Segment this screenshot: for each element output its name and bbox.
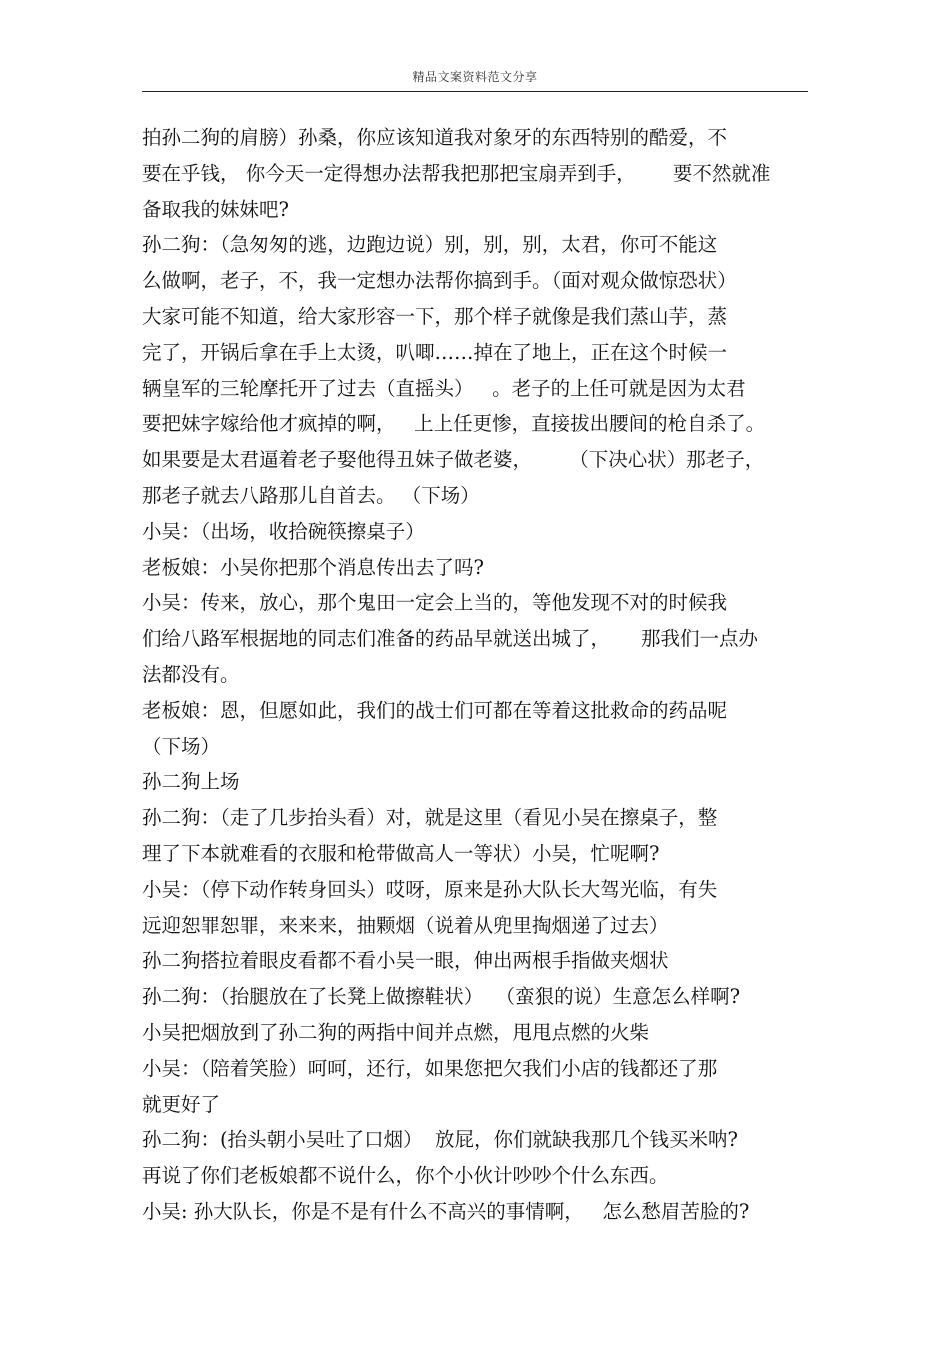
text-line: （下场） xyxy=(142,734,221,758)
text-line: 那老子就去八路那儿自首去。 （下场） xyxy=(142,483,480,507)
text-line: 理了下本就难看的衣服和枪带做高人一等状）小吴，忙呢啊? xyxy=(142,841,660,865)
text-line: 老板娘：小吴你把那个消息传出去了吗? xyxy=(142,555,484,579)
page-header: 精品文案资料范文分享 xyxy=(412,70,538,84)
text-line: 辆皇军的三轮摩托开了过去（直摇头） 。老子的上任可就是因为太君 xyxy=(142,376,746,400)
text-line: 要在乎钱， 你今天一定得想办法帮我把那把宝扇弄到手， 要不然就准 xyxy=(142,161,771,185)
text-line: 远迎恕罪恕罪，来来来，抽颗烟（说着从兜里掏烟递了过去） xyxy=(142,913,669,937)
text-line: 再说了你们老板娘都不说什么，你个小伙计吵吵个什么东西。 xyxy=(142,1164,669,1188)
text-line: 小吴：（陪着笑脸）呵呵，还行，如果您把欠我们小店的钱都还了那 xyxy=(142,1056,718,1080)
text-line: 孙二狗：(抬头朝小吴吐了口烟） 放屁，你们就缺我那几个钱买米呐? xyxy=(142,1128,738,1152)
text-line: 老板娘：恩，但愿如此，我们的战士们可都在等着这批救命的药品呢 xyxy=(142,698,728,722)
text-line: 孙二狗：（急匆匆的逃，边跑边说）别，别，别，太君，你可不能这 xyxy=(142,233,718,257)
text-line: 如果要是太君逼着老子娶他得丑妹子做老婆， （下决心状）那老子， xyxy=(142,448,765,472)
text-line: 就更好了 xyxy=(142,1092,221,1116)
text-line: 要把妹字嫁给他才疯掉的啊， 上上任更惨，直接拔出腰间的枪自杀了。 xyxy=(142,412,766,436)
text-line: 么做啊，老子，不，我一定想办法帮你搞到手。（面对观众做惊恐状） xyxy=(142,269,737,293)
text-line: 备取我的妹妹吧? xyxy=(142,197,289,221)
text-line: 小吴把烟放到了孙二狗的两指中间并点燃，甩甩点燃的火柴 xyxy=(142,1020,650,1044)
text-line: 孙二狗：（走了几步抬头看）对，就是这里（看见小吴在擦桌子，整 xyxy=(142,806,718,830)
text-line: 拍孙二狗的肩膀）孙桑，你应该知道我对象牙的东西特别的酷爱，不 xyxy=(142,126,728,149)
text-line: 孙二狗上场 xyxy=(142,770,240,794)
text-line: 小吴：传来，放心，那个鬼田一定会上当的，等他发现不对的时候我 xyxy=(142,591,728,615)
text-line: 大家可能不知道，给大家形容一下，那个样子就像是我们蒸山芋，蒸 xyxy=(142,304,728,328)
text-line: 小吴：（停下动作转身回头）哎呀，原来是孙大队长大驾光临，有失 xyxy=(142,877,718,901)
text-line: 们给八路军根据地的同志们准备的药品早就送出城了， 那我们一点办 xyxy=(142,627,758,651)
text-line: 小吴：（出场，收拾碗筷擦桌子） xyxy=(142,519,425,543)
header-divider xyxy=(142,91,808,92)
text-line: 法都没有。 xyxy=(142,662,240,686)
text-line: 小吴: 孙大队长，你是不是有什么不高兴的事情啊， 怎么愁眉苦脸的? xyxy=(142,1199,750,1223)
text-line: 孙二狗：（抬腿放在了长凳上做擦鞋状） （蛮狠的说）生意怎么样啊? xyxy=(142,985,741,1009)
document-body xyxy=(142,120,814,1230)
text-line: 孙二狗搭拉着眼皮看都不看小吴一眼，伸出两根手指做夹烟状 xyxy=(142,949,669,973)
text-line: 完了，开锅后拿在手上太烫，叭唧……掉在了地上，正在这个时候一 xyxy=(142,340,728,364)
